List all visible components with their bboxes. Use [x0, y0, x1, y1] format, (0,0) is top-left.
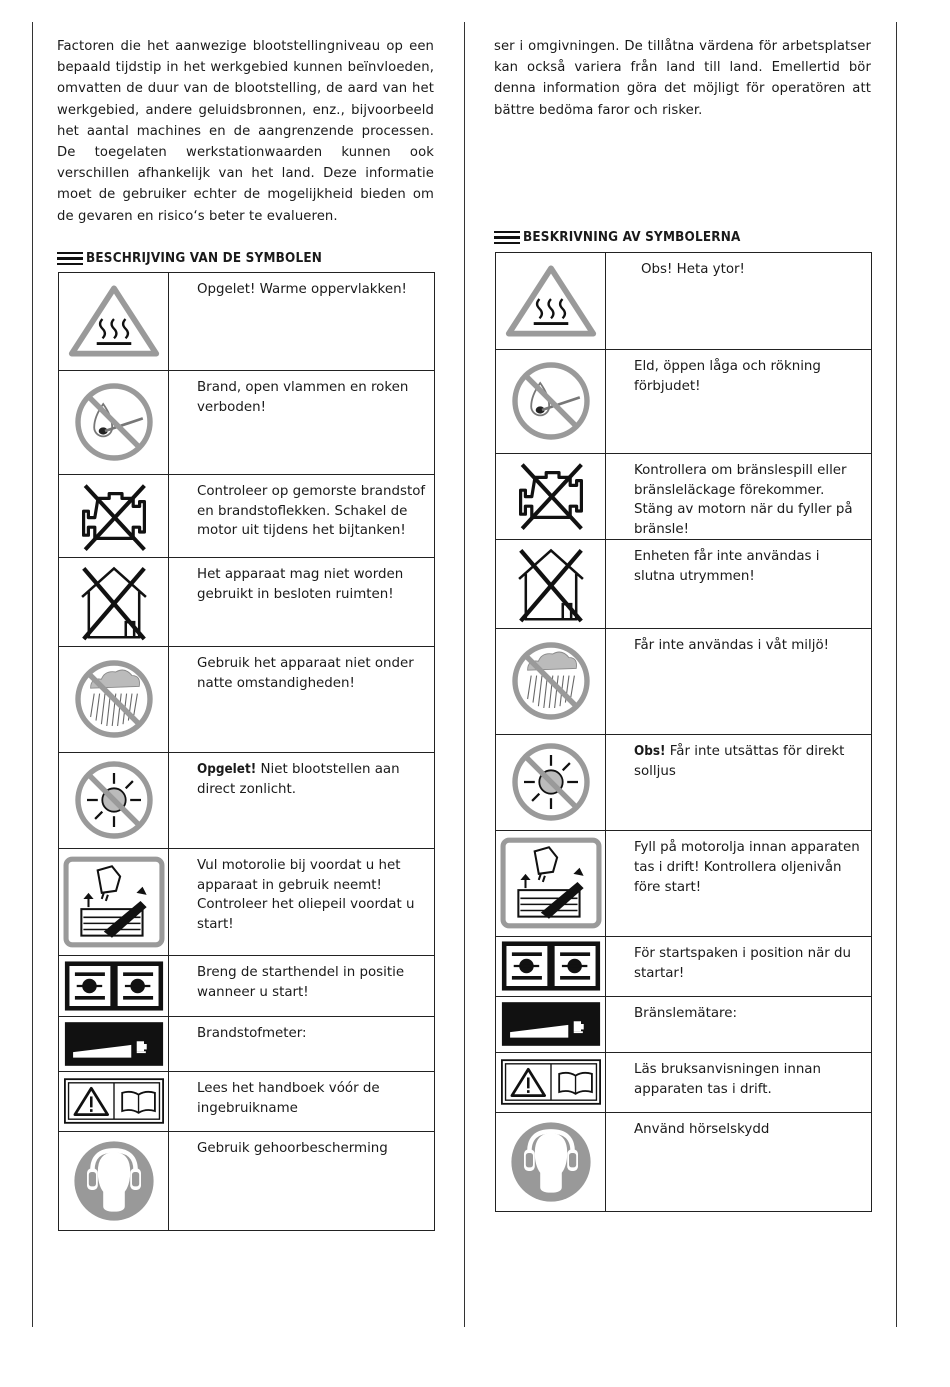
read-manual-icon	[501, 1058, 601, 1106]
table-row	[59, 371, 435, 475]
sv-heading-text: BESKRIVNING AV SYMBOLERNA	[523, 230, 741, 245]
warning-label: Opgelet!	[197, 762, 257, 777]
page-border-left	[32, 22, 33, 1327]
sv-symbol-table	[495, 252, 872, 1212]
table-row	[59, 753, 435, 849]
nl-symbol-text: Opgelet! Warme oppervlakken!	[169, 273, 435, 371]
table-row	[59, 1017, 435, 1072]
nl-symbol-text: Brandstofmeter:	[169, 1017, 435, 1072]
table-row	[59, 647, 435, 753]
sv-section-heading	[494, 230, 741, 245]
nl-symbol-text: Controleer op gemorste brandstof en brandstoflekken. Schakel de motor uit tijdens het bijtanken!	[169, 475, 435, 558]
no-sunlight-icon	[69, 755, 159, 845]
sv-symbol-text: Bränslemätare:	[606, 997, 872, 1053]
sv-symbol-text: För startspaken i position när du startar!	[606, 937, 872, 997]
table-row	[496, 253, 872, 350]
table-row	[496, 831, 872, 937]
table-row	[496, 629, 872, 735]
ear-protection-icon	[69, 1136, 159, 1226]
nl-symbol-text: Het apparaat mag niet worden gebruikt in besloten ruimten!	[169, 558, 435, 647]
engine-crossed-icon	[509, 455, 593, 535]
no-fire-smoking-icon	[506, 356, 596, 446]
house-crossed-icon	[509, 542, 593, 626]
nl-symbol-table	[58, 272, 435, 1231]
oil-fill-icon	[63, 856, 165, 948]
sv-symbol-text: Eld, öppen låga och rökning förbjudet!	[606, 350, 872, 454]
start-lever-icon	[64, 960, 164, 1012]
table-row	[59, 558, 435, 647]
table-row	[496, 454, 872, 540]
nl-symbol-text: Opgelet! Niet blootstellen aan direct zonlicht.	[169, 753, 435, 849]
nl-paragraph: Factoren die het aanwezige blootstellingniveau op een bepaald tijdstip in het werkgebied kunnen beïnvloeden, omvatten de duur van de blootstelling, de aard van het werkgebied, andere geluidsbronnen, enz., bijvoorbeeld het aantal machines en de aangrenzende processen. De toegelaten werkstationwaarden kunnen ook verschillen afhankelijk van het land. Deze informatie moet de gebruiker echter de mogelijkheid bieden om de gevaren en risico‘s beter te evalueren.	[57, 39, 434, 224]
sv-symbol-text: Obs! Heta ytor!	[606, 253, 872, 350]
sv-symbol-text: Enheten får inte användas i slutna utrymmen!	[606, 540, 872, 629]
house-crossed-icon	[72, 560, 156, 644]
sv-symbol-text: Får inte användas i våt miljö!	[606, 629, 872, 735]
table-row	[496, 937, 872, 997]
table-row	[496, 350, 872, 454]
sv-symbol-text: Kontrollera om bränslespill eller bränsleläckage förekommer. Stäng av motorn när du fyller på bränsle!	[606, 454, 872, 540]
hot-surface-warning-icon	[66, 282, 162, 360]
no-rain-icon	[506, 636, 596, 726]
sv-symbol-text: Använd hörselskydd	[606, 1113, 872, 1212]
no-rain-icon	[69, 654, 159, 744]
nl-symbol-text: Breng de starthendel in positie wanneer u start!	[169, 956, 435, 1017]
nl-column	[57, 36, 434, 227]
sv-symbol-text: Läs bruksanvisningen innan apparaten tas i drift.	[606, 1053, 872, 1113]
fuel-gauge-icon	[64, 1021, 164, 1067]
table-row	[59, 475, 435, 558]
nl-symbol-text: Gebruik het apparaat niet onder natte omstandigheden!	[169, 647, 435, 753]
warning-label: Obs!	[634, 744, 666, 760]
nl-heading-text: BESCHRIJVING VAN DE SYMBOLEN	[86, 251, 323, 266]
table-row	[59, 273, 435, 371]
engine-crossed-icon	[72, 476, 156, 556]
hot-surface-warning-icon	[503, 262, 599, 340]
table-row	[496, 997, 872, 1053]
nl-symbol-text: Gebruik gehoorbescherming	[169, 1132, 435, 1231]
table-row	[496, 540, 872, 629]
no-sunlight-icon	[506, 737, 596, 827]
nl-symbol-text: Brand, open vlammen en roken verboden!	[169, 371, 435, 475]
table-row	[496, 1053, 872, 1113]
read-manual-icon	[64, 1077, 164, 1125]
page-border-right	[896, 22, 897, 1327]
table-row	[59, 849, 435, 956]
menu-bars-icon	[57, 252, 83, 265]
ear-protection-icon	[506, 1117, 596, 1207]
table-row	[496, 735, 872, 831]
table-row	[59, 1132, 435, 1231]
column-divider	[464, 22, 465, 1327]
oil-fill-icon	[500, 837, 602, 929]
nl-symbol-text: Lees het handboek vóór de ingebruikname	[169, 1072, 435, 1132]
nl-section-heading	[57, 251, 322, 266]
table-row	[59, 956, 435, 1017]
menu-bars-icon	[494, 231, 520, 244]
table-row	[496, 1113, 872, 1212]
fuel-gauge-icon	[501, 1001, 601, 1047]
sv-symbol-text: Fyll på motorolja innan apparaten tas i drift! Kontrollera oljenivån före start!	[606, 831, 872, 937]
nl-symbol-text: Vul motorolie bij voordat u het apparaat in gebruik neemt! Controleer het oliepeil voordat u start!	[169, 849, 435, 956]
start-lever-icon	[501, 940, 601, 992]
no-fire-smoking-icon	[69, 377, 159, 467]
table-row	[59, 1072, 435, 1132]
sv-paragraph: ser i omgivningen. De tillåtna värdena för arbetsplatser kan också variera från land till land. Emellertid bör denna information göra det möjligt för operatören att bättre bedöma faror och risker.	[494, 39, 871, 118]
sv-symbol-text: Obs! Får inte utsättas för direkt solljus	[606, 735, 872, 831]
sv-column	[494, 36, 871, 121]
